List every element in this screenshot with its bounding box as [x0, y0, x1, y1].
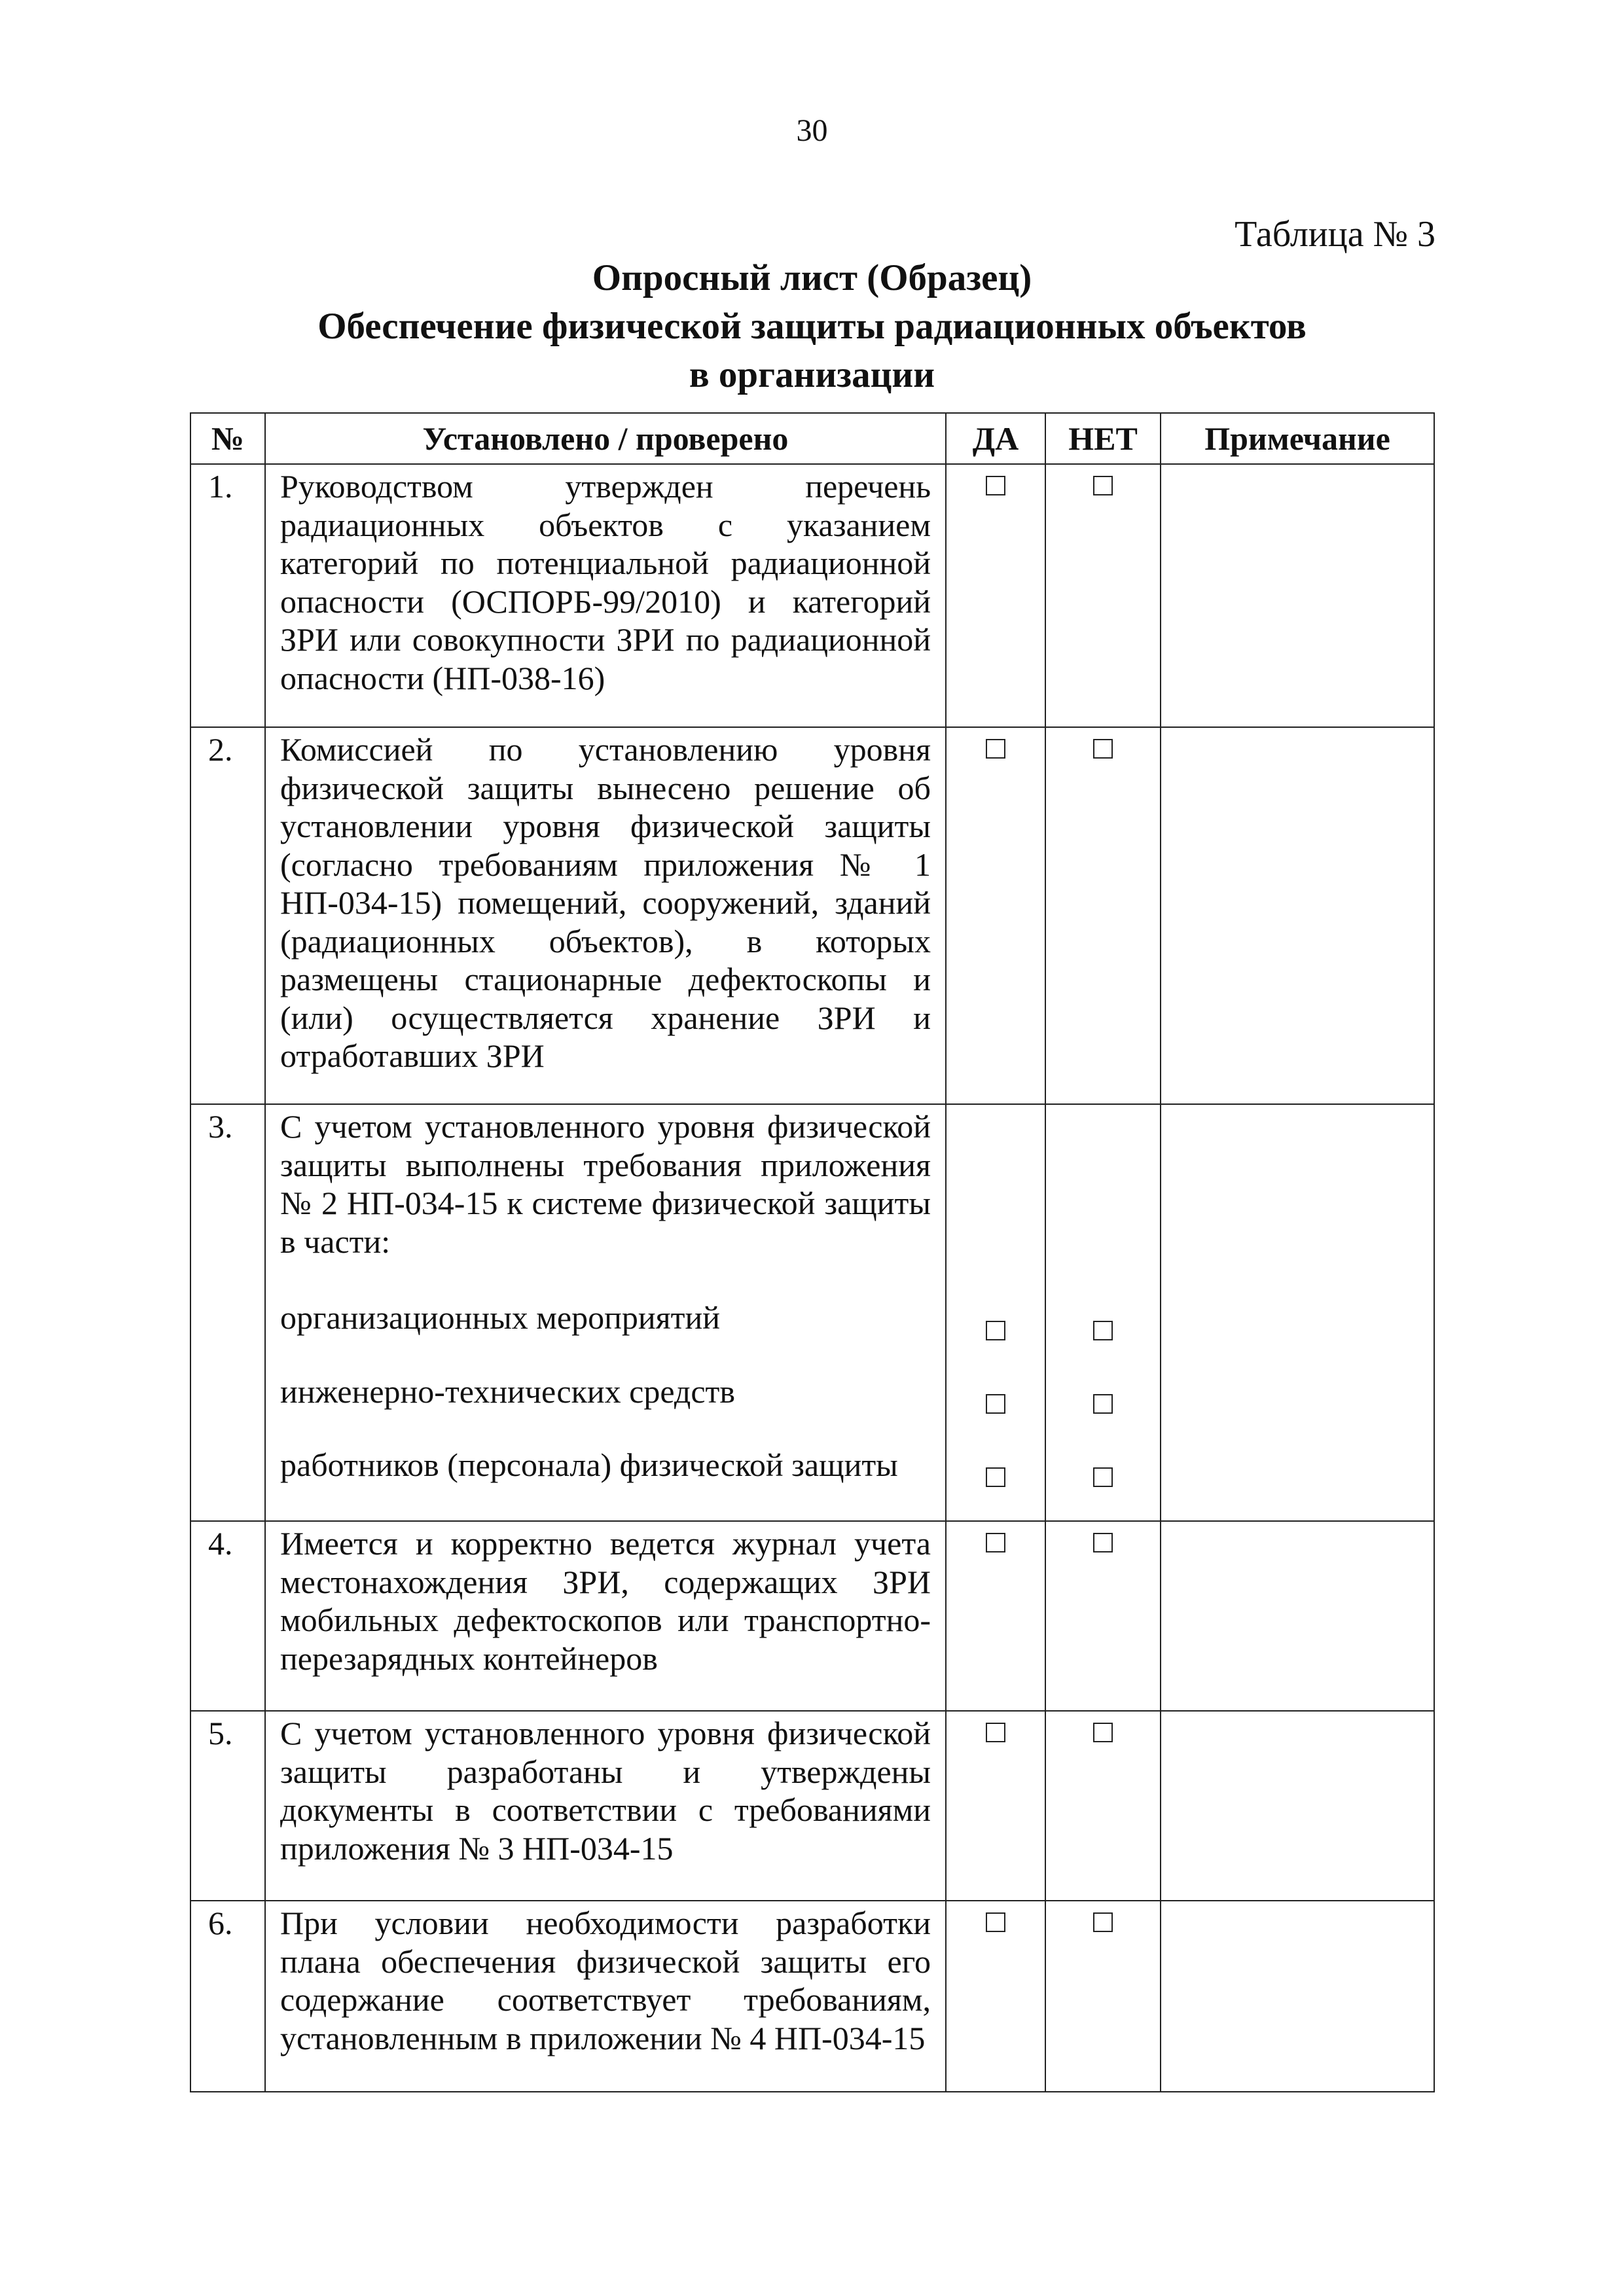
sub-item-engineering: инженерно-технических средств — [280, 1372, 735, 1410]
row-text: Имеется и корректно ведется журнал учета местонахождения ЗРИ, содержащих ЗРИ мобильных дефектоскопов или транспортно-перезарядных контейнеров — [265, 1521, 946, 1711]
row-number: 3. — [190, 1104, 265, 1521]
page-title — [0, 254, 1624, 399]
table-row — [190, 1711, 1434, 1901]
sub-item-organizational: организационных мероприятий — [280, 1299, 720, 1336]
no-checkbox-engineering[interactable] — [1093, 1394, 1113, 1414]
yes-checkbox[interactable] — [986, 1912, 1005, 1932]
table-header-row — [190, 413, 1434, 464]
yes-checkbox[interactable] — [986, 1723, 1005, 1742]
no-cell — [1045, 727, 1161, 1104]
note-cell[interactable] — [1161, 1711, 1434, 1901]
table-row — [190, 464, 1434, 727]
table-row — [190, 1521, 1434, 1711]
yes-checkbox-engineering[interactable] — [986, 1394, 1005, 1414]
yes-checkbox[interactable] — [986, 739, 1005, 759]
no-checkbox[interactable] — [1093, 1912, 1113, 1932]
row-number: 4. — [190, 1521, 265, 1711]
no-checkbox-personnel[interactable] — [1093, 1467, 1113, 1487]
row-text: С учетом установленного уровня физической защиты разработаны и утверждены документы в соответствии с требованиями приложения № 3 НП-034-15 — [265, 1711, 946, 1901]
yes-checkbox-organizational[interactable] — [986, 1321, 1005, 1340]
title-line-2: Обеспечение физической защиты радиационных объектов — [317, 306, 1307, 347]
no-checkbox[interactable] — [1093, 476, 1113, 495]
table-label: Таблица № 3 — [1235, 214, 1435, 255]
note-cell[interactable] — [1161, 727, 1434, 1104]
yes-checkbox[interactable] — [986, 1533, 1005, 1552]
no-cell — [1045, 464, 1161, 727]
row-text: Руководством утвержден перечень радиационных объектов с указанием категорий по потенциальной радиационной опасности (ОСПОРБ-99/2010) и категорий ЗРИ или совокупности ЗРИ по радиационной опасности (НП-038-16) — [265, 464, 946, 727]
row-number: 6. — [190, 1901, 265, 2092]
no-checkbox[interactable] — [1093, 1723, 1113, 1742]
no-checkbox[interactable] — [1093, 1533, 1113, 1552]
yes-cell — [946, 1901, 1045, 2092]
no-checkbox-organizational[interactable] — [1093, 1321, 1113, 1340]
row-number: 2. — [190, 727, 265, 1104]
header-note: Примечание — [1161, 413, 1434, 464]
header-num: № — [190, 413, 265, 464]
row-text: С учетом установленного уровня физической защиты выполнены требования приложения № 2 НП-034-15 к системе физической защиты в части: — [280, 1108, 931, 1260]
yes-cell — [946, 464, 1045, 727]
table-row — [190, 1901, 1434, 2092]
table-row — [190, 727, 1434, 1104]
yes-cell — [946, 1711, 1045, 1901]
no-cell — [1045, 1104, 1161, 1521]
note-cell[interactable] — [1161, 1521, 1434, 1711]
row-number: 1. — [190, 464, 265, 727]
title-line-1: Опросный лист (Образец) — [592, 257, 1032, 298]
row-text: При условии необходимости разработки плана обеспечения физической защиты его содержание соответствует требованиям, установленным в приложении № 4 НП-034-15 — [265, 1901, 946, 2092]
note-cell[interactable] — [1161, 1104, 1434, 1521]
note-cell[interactable] — [1161, 464, 1434, 727]
header-yes: ДА — [946, 413, 1045, 464]
yes-checkbox-personnel[interactable] — [986, 1467, 1005, 1487]
header-item: Установлено / проверено — [265, 413, 946, 464]
sub-item-personnel: работников (персонала) физической защиты — [280, 1446, 898, 1483]
no-checkbox[interactable] — [1093, 739, 1113, 759]
yes-cell — [946, 1104, 1045, 1521]
title-line-3: в организации — [689, 354, 935, 395]
row-text: Комиссией по установлению уровня физической защиты вынесено решение об установлении уровня физической защиты (согласно требованиям приложения № 1 НП-034-15) помещений, сооружений, зданий (радиационных объектов), в которых размещены стационарные дефектоскопы и (или) осуществляется хранение ЗРИ и отработавших ЗРИ — [265, 727, 946, 1104]
page-number: 30 — [796, 113, 828, 148]
no-cell — [1045, 1711, 1161, 1901]
yes-cell — [946, 1521, 1045, 1711]
questionnaire-table — [190, 412, 1435, 2092]
header-no: НЕТ — [1045, 413, 1161, 464]
no-cell — [1045, 1901, 1161, 2092]
no-cell — [1045, 1521, 1161, 1711]
yes-cell — [946, 727, 1045, 1104]
table-row — [190, 1104, 1434, 1521]
row-number: 5. — [190, 1711, 265, 1901]
note-cell[interactable] — [1161, 1901, 1434, 2092]
row-text-cell — [265, 1104, 946, 1521]
yes-checkbox[interactable] — [986, 476, 1005, 495]
